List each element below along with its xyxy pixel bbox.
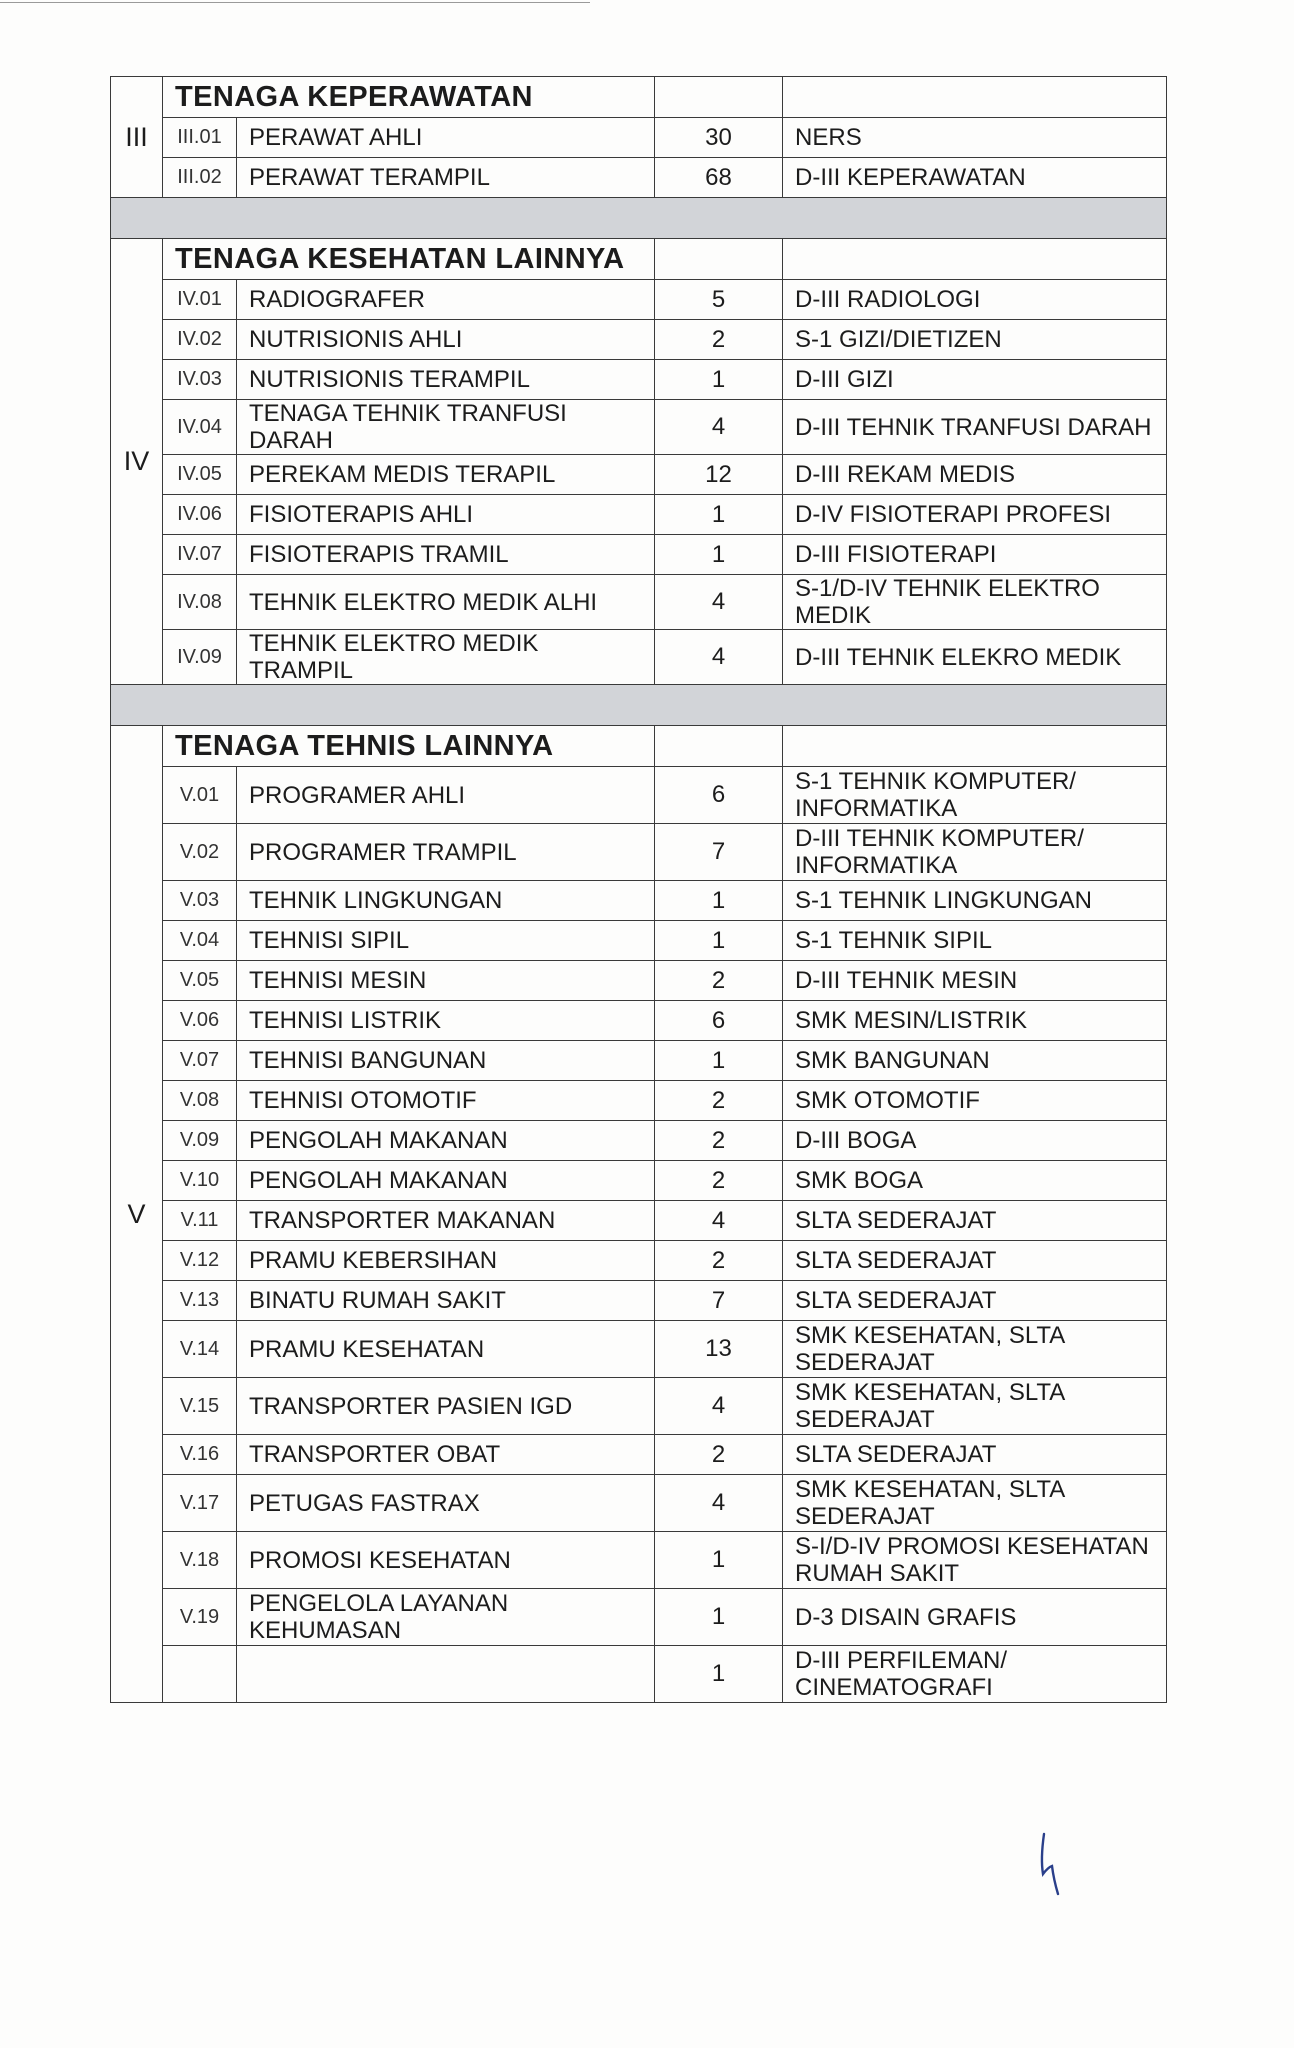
position-quantity: 2 — [655, 1161, 783, 1201]
position-name: PROMOSI KESEHATAN — [237, 1532, 655, 1589]
position-code: V.08 — [163, 1081, 237, 1121]
education-requirement: S-1 TEHNIK KOMPUTER/ INFORMATIKA — [783, 767, 1167, 824]
table-row — [111, 158, 1167, 198]
education-requirement: S-I/D-IV PROMOSI KESEHATAN RUMAH SAKIT — [783, 1532, 1167, 1589]
table-row — [111, 1001, 1167, 1041]
position-quantity: 2 — [655, 961, 783, 1001]
position-code: V.16 — [163, 1435, 237, 1475]
position-name: TRANSPORTER MAKANAN — [237, 1201, 655, 1241]
table-row — [111, 360, 1167, 400]
position-name: PEREKAM MEDIS TERAPIL — [237, 455, 655, 495]
position-quantity: 1 — [655, 495, 783, 535]
position-code: V.15 — [163, 1378, 237, 1435]
position-code: IV.01 — [163, 280, 237, 320]
table-row — [111, 1321, 1167, 1378]
position-quantity: 2 — [655, 1241, 783, 1281]
handwritten-page-mark — [1030, 1830, 1070, 1900]
position-code: IV.08 — [163, 575, 237, 630]
position-quantity: 1 — [655, 535, 783, 575]
position-code: V.04 — [163, 921, 237, 961]
position-name: TEHNISI LISTRIK — [237, 1001, 655, 1041]
position-code: V.07 — [163, 1041, 237, 1081]
table-row — [111, 400, 1167, 455]
empty-cell — [783, 77, 1167, 118]
position-code: V.06 — [163, 1001, 237, 1041]
section-title: TENAGA TEHNIS LAINNYA — [163, 726, 655, 767]
table-row — [111, 1041, 1167, 1081]
table-row — [111, 1589, 1167, 1646]
section-numeral: IV — [111, 239, 163, 685]
position-name: TEHNIK ELEKTRO MEDIK TRAMPIL — [237, 630, 655, 685]
position-name: TEHNIK ELEKTRO MEDIK ALHI — [237, 575, 655, 630]
education-requirement: D-III FISIOTERAPI — [783, 535, 1167, 575]
position-code: IV.03 — [163, 360, 237, 400]
position-name: FISIOTERAPIS TRAMIL — [237, 535, 655, 575]
table-row — [111, 921, 1167, 961]
position-code: V.17 — [163, 1475, 237, 1532]
position-name: RADIOGRAFER — [237, 280, 655, 320]
position-quantity: 5 — [655, 280, 783, 320]
education-requirement: D-III RADIOLOGI — [783, 280, 1167, 320]
position-code: V.09 — [163, 1121, 237, 1161]
position-quantity: 6 — [655, 1001, 783, 1041]
education-requirement: SMK BOGA — [783, 1161, 1167, 1201]
position-name: TEHNISI MESIN — [237, 961, 655, 1001]
position-code: V.18 — [163, 1532, 237, 1589]
position-code: V.05 — [163, 961, 237, 1001]
position-name: FISIOTERAPIS AHLI — [237, 495, 655, 535]
position-name: PRAMU KEBERSIHAN — [237, 1241, 655, 1281]
education-requirement: D-III BOGA — [783, 1121, 1167, 1161]
table-row — [111, 118, 1167, 158]
table-row — [111, 630, 1167, 685]
section-header-row — [111, 77, 1167, 118]
position-code: IV.09 — [163, 630, 237, 685]
education-requirement: S-1/D-IV TEHNIK ELEKTRO MEDIK — [783, 575, 1167, 630]
table-row — [111, 320, 1167, 360]
position-name — [237, 1646, 655, 1703]
education-requirement: D-III REKAM MEDIS — [783, 455, 1167, 495]
table-row — [111, 1081, 1167, 1121]
empty-cell — [783, 726, 1167, 767]
position-code: IV.06 — [163, 495, 237, 535]
position-quantity: 2 — [655, 1081, 783, 1121]
position-name: PERAWAT AHLI — [237, 118, 655, 158]
position-code: IV.07 — [163, 535, 237, 575]
section-separator-band — [111, 198, 1167, 239]
section-header-row — [111, 239, 1167, 280]
empty-cell — [783, 239, 1167, 280]
table-row — [111, 1241, 1167, 1281]
position-quantity: 4 — [655, 630, 783, 685]
position-name: PENGELOLA LAYANAN KEHUMASAN — [237, 1589, 655, 1646]
position-quantity: 4 — [655, 1201, 783, 1241]
position-name: TEHNIK LINGKUNGAN — [237, 881, 655, 921]
table-row — [111, 1435, 1167, 1475]
section-separator — [111, 198, 1167, 239]
position-code: V.11 — [163, 1201, 237, 1241]
position-code: IV.02 — [163, 320, 237, 360]
position-quantity: 13 — [655, 1321, 783, 1378]
position-code — [163, 1646, 237, 1703]
position-quantity: 68 — [655, 158, 783, 198]
table-row — [111, 575, 1167, 630]
position-quantity: 4 — [655, 575, 783, 630]
table-row — [111, 824, 1167, 881]
position-code: IV.04 — [163, 400, 237, 455]
section-title: TENAGA KESEHATAN LAINNYA — [163, 239, 655, 280]
section-numeral: V — [111, 726, 163, 1703]
table-row — [111, 881, 1167, 921]
education-requirement: D-3 DISAIN GRAFIS — [783, 1589, 1167, 1646]
position-quantity: 1 — [655, 921, 783, 961]
position-name: PERAWAT TERAMPIL — [237, 158, 655, 198]
position-name: NUTRISIONIS TERAMPIL — [237, 360, 655, 400]
education-requirement: NERS — [783, 118, 1167, 158]
table-row — [111, 1121, 1167, 1161]
position-name: TRANSPORTER OBAT — [237, 1435, 655, 1475]
position-code: V.14 — [163, 1321, 237, 1378]
education-requirement: D-III TEHNIK TRANFUSI DARAH — [783, 400, 1167, 455]
education-requirement: SLTA SEDERAJAT — [783, 1435, 1167, 1475]
education-requirement: SMK KESEHATAN, SLTA SEDERAJAT — [783, 1321, 1167, 1378]
table-row — [111, 1532, 1167, 1589]
education-requirement: S-1 TEHNIK LINGKUNGAN — [783, 881, 1167, 921]
position-name: TEHNISI BANGUNAN — [237, 1041, 655, 1081]
empty-cell — [655, 239, 783, 280]
section-separator — [111, 685, 1167, 726]
table-row — [111, 1201, 1167, 1241]
position-code: V.13 — [163, 1281, 237, 1321]
position-quantity: 4 — [655, 1378, 783, 1435]
position-name: PRAMU KESEHATAN — [237, 1321, 655, 1378]
position-quantity: 4 — [655, 400, 783, 455]
section-header-row — [111, 726, 1167, 767]
table-row — [111, 1475, 1167, 1532]
table-row — [111, 535, 1167, 575]
position-code: V.12 — [163, 1241, 237, 1281]
position-code: V.01 — [163, 767, 237, 824]
education-requirement: SMK BANGUNAN — [783, 1041, 1167, 1081]
position-quantity: 1 — [655, 1532, 783, 1589]
position-code: V.19 — [163, 1589, 237, 1646]
education-requirement: D-III GIZI — [783, 360, 1167, 400]
position-name: TEHNISI SIPIL — [237, 921, 655, 961]
empty-cell — [655, 726, 783, 767]
education-requirement: D-III TEHNIK ELEKRO MEDIK — [783, 630, 1167, 685]
position-quantity: 2 — [655, 320, 783, 360]
position-quantity: 7 — [655, 1281, 783, 1321]
position-quantity: 2 — [655, 1435, 783, 1475]
position-name: BINATU RUMAH SAKIT — [237, 1281, 655, 1321]
position-code: IV.05 — [163, 455, 237, 495]
table-row — [111, 1646, 1167, 1703]
education-requirement: S-1 GIZI/DIETIZEN — [783, 320, 1167, 360]
position-code: V.02 — [163, 824, 237, 881]
table-row — [111, 767, 1167, 824]
position-quantity: 1 — [655, 1646, 783, 1703]
position-quantity: 6 — [655, 767, 783, 824]
position-name: TENAGA TEHNIK TRANFUSI DARAH — [237, 400, 655, 455]
position-name: PROGRAMER AHLI — [237, 767, 655, 824]
education-requirement: SMK KESEHATAN, SLTA SEDERAJAT — [783, 1475, 1167, 1532]
education-requirement: SLTA SEDERAJAT — [783, 1201, 1167, 1241]
position-quantity: 12 — [655, 455, 783, 495]
position-name: PETUGAS FASTRAX — [237, 1475, 655, 1532]
education-requirement: SMK MESIN/LISTRIK — [783, 1001, 1167, 1041]
table-row — [111, 961, 1167, 1001]
education-requirement: SMK OTOMOTIF — [783, 1081, 1167, 1121]
position-name: PENGOLAH MAKANAN — [237, 1121, 655, 1161]
education-requirement: SMK KESEHATAN, SLTA SEDERAJAT — [783, 1378, 1167, 1435]
position-quantity: 7 — [655, 824, 783, 881]
table-row — [111, 455, 1167, 495]
position-code: V.03 — [163, 881, 237, 921]
staffing-table — [110, 76, 1167, 1703]
position-name: TRANSPORTER PASIEN IGD — [237, 1378, 655, 1435]
education-requirement: D-III TEHNIK MESIN — [783, 961, 1167, 1001]
position-name: TEHNISI OTOMOTIF — [237, 1081, 655, 1121]
table-row — [111, 1281, 1167, 1321]
education-requirement: D-IV FISIOTERAPI PROFESI — [783, 495, 1167, 535]
position-name: PENGOLAH MAKANAN — [237, 1161, 655, 1201]
position-code: V.10 — [163, 1161, 237, 1201]
position-quantity: 1 — [655, 1589, 783, 1646]
position-code: III.01 — [163, 118, 237, 158]
table-row — [111, 495, 1167, 535]
position-quantity: 2 — [655, 1121, 783, 1161]
section-separator-band — [111, 685, 1167, 726]
education-requirement: SLTA SEDERAJAT — [783, 1241, 1167, 1281]
education-requirement: D-III PERFILEMAN/ CINEMATOGRAFI — [783, 1646, 1167, 1703]
scan-edge-line — [0, 2, 590, 3]
section-numeral: III — [111, 77, 163, 198]
position-quantity: 1 — [655, 881, 783, 921]
table-row — [111, 1378, 1167, 1435]
position-name: PROGRAMER TRAMPIL — [237, 824, 655, 881]
position-quantity: 4 — [655, 1475, 783, 1532]
position-name: NUTRISIONIS AHLI — [237, 320, 655, 360]
position-quantity: 1 — [655, 1041, 783, 1081]
table-row — [111, 280, 1167, 320]
position-quantity: 1 — [655, 360, 783, 400]
empty-cell — [655, 77, 783, 118]
position-quantity: 30 — [655, 118, 783, 158]
position-code: III.02 — [163, 158, 237, 198]
education-requirement: SLTA SEDERAJAT — [783, 1281, 1167, 1321]
section-title: TENAGA KEPERAWATAN — [163, 77, 655, 118]
education-requirement: D-III TEHNIK KOMPUTER/ INFORMATIKA — [783, 824, 1167, 881]
education-requirement: D-III KEPERAWATAN — [783, 158, 1167, 198]
table-row — [111, 1161, 1167, 1201]
education-requirement: S-1 TEHNIK SIPIL — [783, 921, 1167, 961]
